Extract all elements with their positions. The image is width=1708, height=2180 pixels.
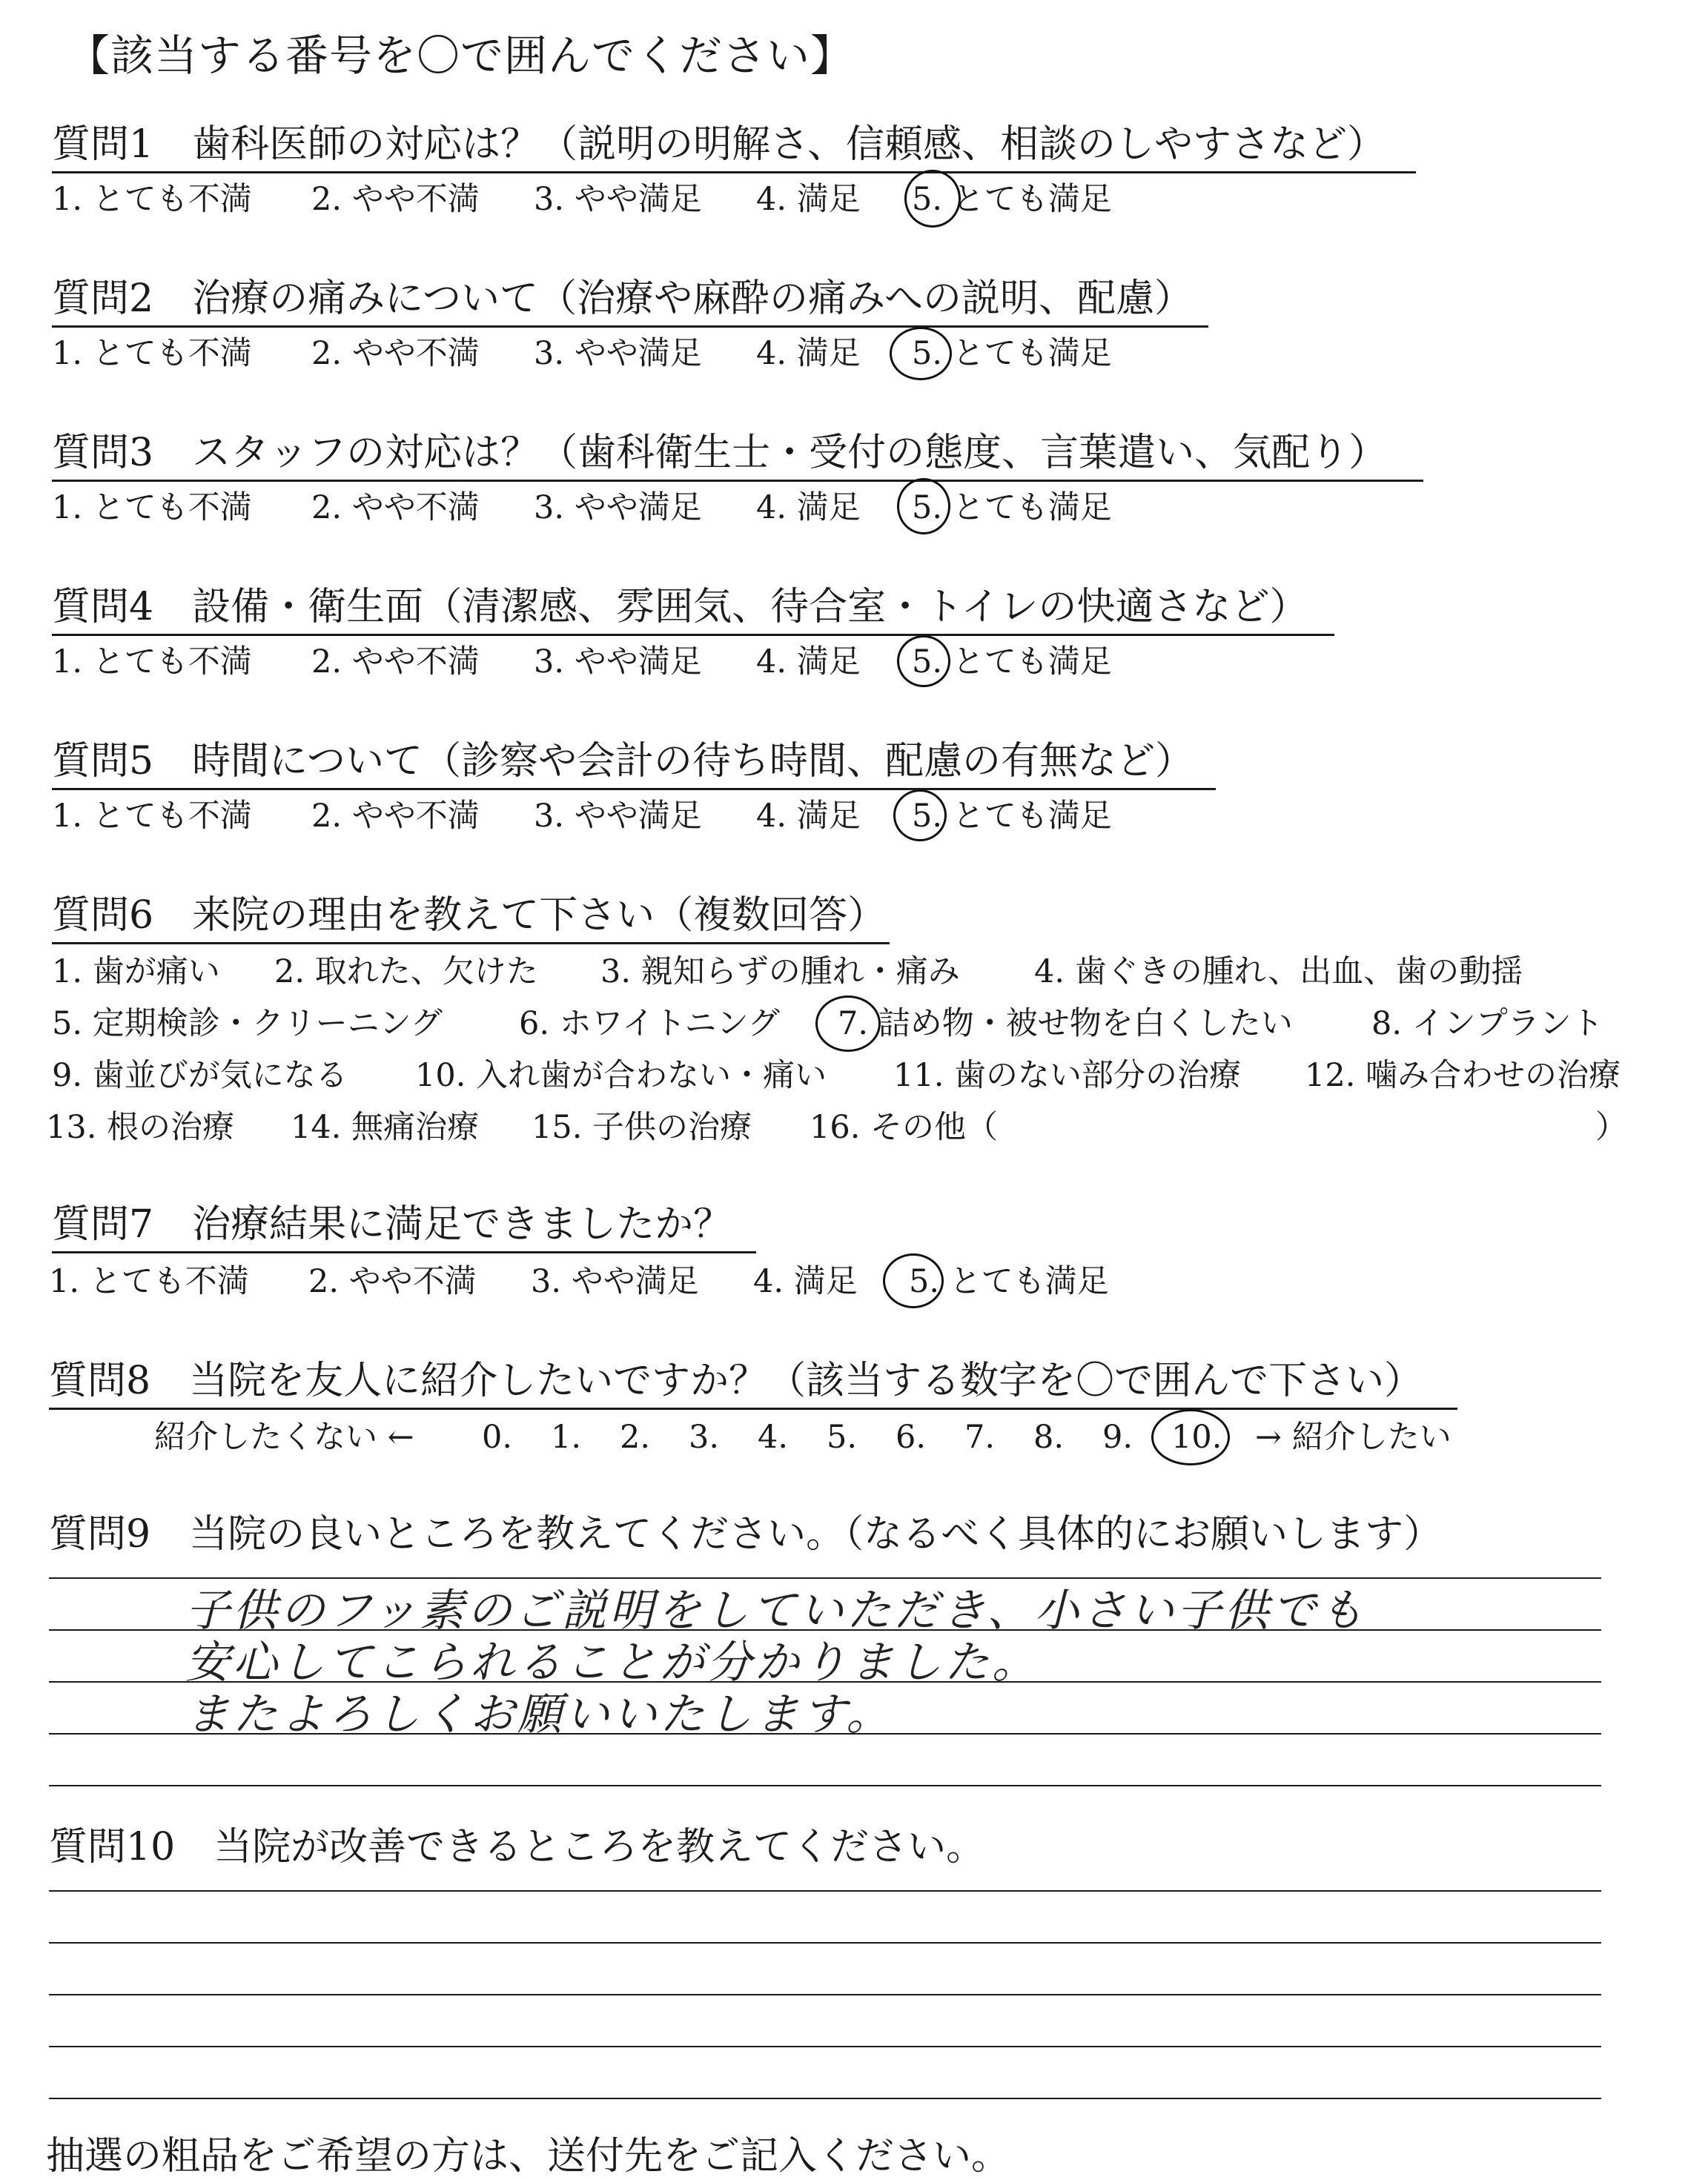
reason-option[interactable]: 13. 根の治療 bbox=[46, 1109, 235, 1146]
answer-options bbox=[52, 488, 1164, 527]
option-5[interactable]: 5. とても満足 bbox=[912, 335, 1112, 372]
option-2[interactable]: 2. やや不満 bbox=[311, 335, 480, 372]
scale-number[interactable]: 1. bbox=[551, 1419, 582, 1456]
scale-number[interactable]: 0. bbox=[482, 1419, 513, 1456]
question-title: 質問4 設備・衛生面（清潔感、雰囲気、待合室・トイレの快適さなど） bbox=[52, 585, 1334, 636]
scale-number[interactable]: 4. bbox=[758, 1419, 789, 1456]
selection-circle bbox=[897, 635, 950, 687]
reason-option[interactable]: 6. ホワイトニング bbox=[519, 1005, 780, 1042]
selection-circle bbox=[893, 789, 947, 841]
answer-options bbox=[52, 797, 1164, 835]
prize-instructions: 抽選の粗品をご希望の方は、送付先をご記入ください。 bbox=[46, 2134, 1010, 2179]
option-5[interactable]: 5. とても満足 bbox=[912, 643, 1112, 680]
selection-circle bbox=[897, 478, 950, 534]
question-title: 質問9 当院の良いところを教えてください。（なるべく具体的にお願いします） bbox=[49, 1512, 1443, 1557]
answer-line[interactable] bbox=[49, 1890, 1601, 1892]
answer-options bbox=[49, 1262, 1161, 1301]
answer-line[interactable] bbox=[49, 1942, 1601, 1944]
option-2[interactable]: 2. やや不満 bbox=[308, 1263, 477, 1300]
answer-options bbox=[52, 643, 1164, 681]
other-close-paren: ） bbox=[1595, 1109, 1627, 1146]
option-4[interactable]: 4. 満足 bbox=[756, 489, 861, 526]
option-4[interactable]: 4. 満足 bbox=[756, 798, 861, 835]
option-4[interactable]: 4. 満足 bbox=[756, 181, 861, 218]
option-3[interactable]: 3. やや満足 bbox=[531, 1263, 699, 1300]
option-5[interactable]: 5. とても満足 bbox=[912, 181, 1112, 218]
answer-options bbox=[52, 180, 1164, 219]
reason-row-1 bbox=[52, 952, 1638, 991]
answer-line[interactable] bbox=[49, 2046, 1601, 2047]
reason-option[interactable]: 5. 定期検診・クリーニング bbox=[52, 1005, 443, 1042]
answer-line[interactable] bbox=[49, 2098, 1601, 2099]
question-title: 質問3 スタッフの対応は？（歯科衛生士・受付の態度、言葉遣い、気配り） bbox=[52, 431, 1423, 482]
selection-circle bbox=[904, 170, 961, 228]
scale-number[interactable]: 10. bbox=[1171, 1419, 1222, 1456]
reason-row-4 bbox=[46, 1108, 1627, 1147]
scale-number[interactable]: 2. bbox=[620, 1419, 651, 1456]
question-title: 質問10 当院が改善できるところを教えてください。 bbox=[49, 1825, 985, 1869]
option-1[interactable]: 1. とても不満 bbox=[52, 489, 252, 526]
question-title: 質問2 治療の痛みについて（治療や麻酔の痛みへの説明、配慮） bbox=[52, 276, 1208, 328]
reason-option[interactable]: 1. 歯が痛い bbox=[52, 953, 220, 990]
option-3[interactable]: 3. やや満足 bbox=[534, 335, 702, 372]
option-3[interactable]: 3. やや満足 bbox=[534, 798, 702, 835]
option-1[interactable]: 1. とても不満 bbox=[49, 1263, 249, 1300]
page-heading: 【該当する番号を〇で囲んでください】 bbox=[67, 30, 855, 81]
option-1[interactable]: 1. とても不満 bbox=[52, 798, 252, 835]
reason-row-2 bbox=[52, 1004, 1638, 1043]
reason-option[interactable]: 3. 親知らずの腫れ・痛み bbox=[600, 953, 960, 990]
selection-circle bbox=[883, 1253, 944, 1308]
reason-option[interactable]: 12. 噛み合わせの治療 bbox=[1305, 1057, 1621, 1094]
selection-circle bbox=[890, 327, 952, 380]
option-1[interactable]: 1. とても不満 bbox=[52, 181, 252, 218]
question-title: 質問6 来院の理由を教えて下さい（複数回答） bbox=[52, 893, 890, 944]
question-title: 質問8 当院を友人に紹介したいですか？（該当する数字を〇で囲んで下さい） bbox=[49, 1359, 1457, 1410]
recommend-scale bbox=[154, 1418, 1489, 1457]
handwritten-answer-line[interactable]: またよろしくお願いいたします。 bbox=[185, 1689, 894, 1740]
reason-option[interactable]: 2. 取れた、欠けた bbox=[274, 953, 538, 990]
option-2[interactable]: 2. やや不満 bbox=[311, 181, 480, 218]
reason-option[interactable]: 7. 詰め物・被せ物を白くしたい bbox=[838, 1005, 1293, 1042]
question-title: 質問5 時間について（診察や会計の待ち時間、配慮の有無など） bbox=[52, 739, 1216, 790]
option-3[interactable]: 3. やや満足 bbox=[534, 181, 702, 218]
scale-number[interactable]: 9. bbox=[1102, 1419, 1133, 1456]
handwritten-answer-line[interactable]: 子供のフッ素のご説明をしていただき、小さい子供でも bbox=[185, 1585, 1367, 1637]
option-3[interactable]: 3. やや満足 bbox=[534, 489, 702, 526]
reason-option[interactable]: 9. 歯並びが気になる bbox=[52, 1057, 348, 1094]
option-2[interactable]: 2. やや不満 bbox=[311, 798, 480, 835]
option-1[interactable]: 1. とても不満 bbox=[52, 335, 252, 372]
answer-line bbox=[49, 1785, 1601, 1786]
reason-option[interactable]: 11. 歯のない部分の治療 bbox=[893, 1057, 1242, 1094]
reason-option[interactable]: 15. 子供の治療 bbox=[532, 1109, 752, 1146]
reason-row-3 bbox=[52, 1056, 1653, 1095]
selection-circle bbox=[1151, 1409, 1230, 1465]
answer-options bbox=[52, 334, 1164, 373]
answer-line[interactable] bbox=[49, 1994, 1601, 1995]
reason-option[interactable]: 10. 入れ歯が合わない・痛い bbox=[415, 1057, 827, 1094]
reason-option[interactable]: 8. インプラント bbox=[1371, 1005, 1603, 1042]
scale-left-label: 紹介したくない ← bbox=[154, 1419, 414, 1456]
scale-number[interactable]: 7. bbox=[964, 1419, 996, 1456]
reason-option[interactable]: 14. 無痛治療 bbox=[291, 1109, 480, 1146]
scale-number[interactable]: 8. bbox=[1033, 1419, 1065, 1456]
option-3[interactable]: 3. やや満足 bbox=[534, 643, 702, 680]
option-2[interactable]: 2. やや不満 bbox=[311, 489, 480, 526]
option-5[interactable]: 5. とても満足 bbox=[912, 798, 1112, 835]
scale-number[interactable]: 3. bbox=[689, 1419, 720, 1456]
option-5[interactable]: 5. とても満足 bbox=[909, 1263, 1109, 1300]
option-2[interactable]: 2. やや不満 bbox=[311, 643, 480, 680]
selection-circle bbox=[815, 995, 881, 1052]
option-4[interactable]: 4. 満足 bbox=[756, 335, 861, 372]
scale-number[interactable]: 5. bbox=[827, 1419, 858, 1456]
handwritten-answer-line[interactable]: 安心してこられることが分かりました。 bbox=[185, 1637, 1039, 1689]
reason-option[interactable]: 16. その他（ bbox=[810, 1109, 999, 1146]
reason-option[interactable]: 4. 歯ぐきの腫れ、出血、歯の動揺 bbox=[1034, 953, 1523, 990]
scale-number[interactable]: 6. bbox=[896, 1419, 927, 1456]
question-title: 質問7 治療結果に満足できましたか？ bbox=[52, 1202, 756, 1253]
option-4[interactable]: 4. 満足 bbox=[756, 643, 861, 680]
option-5[interactable]: 5. とても満足 bbox=[912, 489, 1112, 526]
option-4[interactable]: 4. 満足 bbox=[753, 1263, 858, 1300]
option-1[interactable]: 1. とても不満 bbox=[52, 643, 252, 680]
question-title: 質問1 歯科医師の対応は？（説明の明解さ、信頼感、相談のしやすさなど） bbox=[52, 122, 1416, 173]
scale-right-label: → 紹介したい bbox=[1255, 1419, 1452, 1456]
